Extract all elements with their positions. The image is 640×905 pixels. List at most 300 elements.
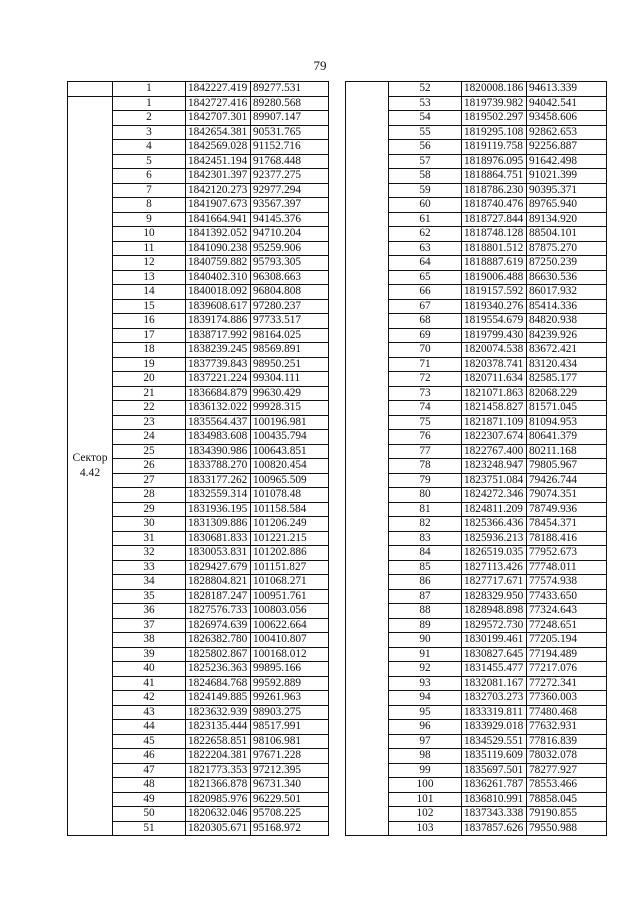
x-coordinate-cell: 1842227.419 [186, 82, 251, 97]
x-coordinate-cell: 1840402.310 [186, 270, 251, 285]
y-coordinate-cell: 96308.663 [251, 270, 329, 285]
y-coordinate-cell: 100410.807 [251, 633, 329, 648]
x-coordinate-cell: 1833929.018 [462, 720, 527, 735]
y-coordinate-cell: 80211.168 [527, 444, 607, 459]
y-coordinate-cell: 77433.650 [527, 589, 607, 604]
x-coordinate-cell: 1820632.046 [186, 807, 251, 822]
x-coordinate-cell: 1834983.608 [186, 430, 251, 445]
x-coordinate-cell: 1842727.416 [186, 96, 251, 111]
x-coordinate-cell: 1840018.092 [186, 285, 251, 300]
x-coordinate-cell: 1833177.262 [186, 473, 251, 488]
x-coordinate-cell: 1835564.437 [186, 415, 251, 430]
y-coordinate-cell: 90395.371 [527, 183, 607, 198]
y-coordinate-cell: 77194.489 [527, 647, 607, 662]
y-coordinate-cell: 100820.454 [251, 459, 329, 474]
x-coordinate-cell: 1820985.976 [186, 792, 251, 807]
x-coordinate-cell: 1830827.645 [462, 647, 527, 662]
y-coordinate-cell: 97671.228 [251, 749, 329, 764]
x-coordinate-cell: 1832559.314 [186, 488, 251, 503]
x-coordinate-cell: 1830681.833 [186, 531, 251, 546]
x-coordinate-cell: 1821773.353 [186, 763, 251, 778]
point-number-cell: 25 [113, 444, 186, 459]
y-coordinate-cell: 93567.397 [251, 198, 329, 213]
x-coordinate-cell: 1836684.879 [186, 386, 251, 401]
y-coordinate-cell: 88504.101 [527, 227, 607, 242]
x-coordinate-cell: 1819340.276 [462, 299, 527, 314]
right-coordinates-table [345, 81, 607, 836]
y-coordinate-cell: 98517.991 [251, 720, 329, 735]
point-number-cell: 23 [113, 415, 186, 430]
y-coordinate-cell: 77217.076 [527, 662, 607, 677]
x-coordinate-cell: 1825802.867 [186, 647, 251, 662]
x-coordinate-cell: 1824149.885 [186, 691, 251, 706]
y-coordinate-cell: 79550.988 [527, 821, 607, 836]
x-coordinate-cell: 1822307.674 [462, 430, 527, 445]
point-number-cell: 3 [113, 125, 186, 140]
point-number-cell: 50 [113, 807, 186, 822]
point-number-cell: 31 [113, 531, 186, 546]
x-coordinate-cell: 1836810.991 [462, 792, 527, 807]
point-number-cell: 63 [389, 241, 462, 256]
point-number-cell: 66 [389, 285, 462, 300]
x-coordinate-cell: 1826974.639 [186, 618, 251, 633]
x-coordinate-cell: 1819006.488 [462, 270, 527, 285]
x-coordinate-cell: 1829572.730 [462, 618, 527, 633]
point-number-cell: 62 [389, 227, 462, 242]
y-coordinate-cell: 98569.891 [251, 343, 329, 358]
point-number-cell: 11 [113, 241, 186, 256]
point-number-cell: 5 [113, 154, 186, 169]
x-coordinate-cell: 1818740.476 [462, 198, 527, 213]
point-number-cell: 18 [113, 343, 186, 358]
right-table-body [346, 82, 607, 836]
x-coordinate-cell: 1819295.108 [462, 125, 527, 140]
x-coordinate-cell: 1841907.673 [186, 198, 251, 213]
sector-id: 4.42 [79, 465, 101, 479]
y-coordinate-cell: 99928.315 [251, 401, 329, 416]
y-coordinate-cell: 101151.827 [251, 560, 329, 575]
y-coordinate-cell: 100951.761 [251, 589, 329, 604]
point-number-cell: 64 [389, 256, 462, 271]
x-coordinate-cell: 1820008.186 [462, 82, 527, 97]
point-number-cell: 22 [113, 401, 186, 416]
x-coordinate-cell: 1818786.230 [462, 183, 527, 198]
y-coordinate-cell: 86630.536 [527, 270, 607, 285]
point-number-cell: 54 [389, 111, 462, 126]
y-coordinate-cell: 77816.839 [527, 734, 607, 749]
y-coordinate-cell: 77324.643 [527, 604, 607, 619]
point-number-cell: 76 [389, 430, 462, 445]
table-row [68, 96, 329, 111]
y-coordinate-cell: 97212.395 [251, 763, 329, 778]
point-number-cell: 17 [113, 328, 186, 343]
x-coordinate-cell: 1827113.426 [462, 560, 527, 575]
x-coordinate-cell: 1837739.843 [186, 357, 251, 372]
point-number-cell: 7 [113, 183, 186, 198]
y-coordinate-cell: 99261.963 [251, 691, 329, 706]
y-coordinate-cell: 100435.794 [251, 430, 329, 445]
point-number-cell: 15 [113, 299, 186, 314]
y-coordinate-cell: 95168.972 [251, 821, 329, 836]
x-coordinate-cell: 1828804.821 [186, 575, 251, 590]
point-number-cell: 82 [389, 517, 462, 532]
y-coordinate-cell: 94710.204 [251, 227, 329, 242]
point-number-cell: 49 [113, 792, 186, 807]
x-coordinate-cell: 1840759.882 [186, 256, 251, 271]
point-number-cell: 34 [113, 575, 186, 590]
point-number-cell: 75 [389, 415, 462, 430]
point-number-cell: 10 [113, 227, 186, 242]
y-coordinate-cell: 95708.225 [251, 807, 329, 822]
point-number-cell: 21 [113, 386, 186, 401]
point-number-cell: 81 [389, 502, 462, 517]
x-coordinate-cell: 1828187.247 [186, 589, 251, 604]
point-number-cell: 44 [113, 720, 186, 735]
x-coordinate-cell: 1828948.898 [462, 604, 527, 619]
point-number-cell: 19 [113, 357, 186, 372]
x-coordinate-cell: 1824272.346 [462, 488, 527, 503]
y-coordinate-cell: 98164.025 [251, 328, 329, 343]
y-coordinate-cell: 85414.336 [527, 299, 607, 314]
point-number-cell: 36 [113, 604, 186, 619]
x-coordinate-cell: 1842120.273 [186, 183, 251, 198]
x-coordinate-cell: 1838239.245 [186, 343, 251, 358]
y-coordinate-cell: 92256.887 [527, 140, 607, 155]
point-number-cell: 42 [113, 691, 186, 706]
x-coordinate-cell: 1824811.209 [462, 502, 527, 517]
x-coordinate-cell: 1818748.128 [462, 227, 527, 242]
point-number-cell: 55 [389, 125, 462, 140]
point-number-cell: 71 [389, 357, 462, 372]
point-number-cell: 1 [113, 82, 186, 97]
y-coordinate-cell: 100965.509 [251, 473, 329, 488]
y-coordinate-cell: 89907.147 [251, 111, 329, 126]
y-coordinate-cell: 78858.045 [527, 792, 607, 807]
y-coordinate-cell: 77360.003 [527, 691, 607, 706]
x-coordinate-cell: 1827576.733 [186, 604, 251, 619]
point-number-cell: 39 [113, 647, 186, 662]
point-number-cell: 30 [113, 517, 186, 532]
point-number-cell: 32 [113, 546, 186, 561]
x-coordinate-cell: 1837221.224 [186, 372, 251, 387]
y-coordinate-cell: 78188.416 [527, 531, 607, 546]
point-number-cell: 16 [113, 314, 186, 329]
point-number-cell: 13 [113, 270, 186, 285]
y-coordinate-cell: 77632.931 [527, 720, 607, 735]
point-number-cell: 47 [113, 763, 186, 778]
point-number-cell: 83 [389, 531, 462, 546]
x-coordinate-cell: 1826382.780 [186, 633, 251, 648]
point-number-cell: 69 [389, 328, 462, 343]
x-coordinate-cell: 1842707.301 [186, 111, 251, 126]
y-coordinate-cell: 84820.938 [527, 314, 607, 329]
x-coordinate-cell: 1839608.617 [186, 299, 251, 314]
y-coordinate-cell: 90531.765 [251, 125, 329, 140]
y-coordinate-cell: 78277.927 [527, 763, 607, 778]
point-number-cell: 58 [389, 169, 462, 184]
y-coordinate-cell: 82068.229 [527, 386, 607, 401]
left-table-body [68, 82, 329, 836]
x-coordinate-cell: 1839174.886 [186, 314, 251, 329]
x-coordinate-cell: 1819119.758 [462, 140, 527, 155]
y-coordinate-cell: 98950.251 [251, 357, 329, 372]
y-coordinate-cell: 99630.429 [251, 386, 329, 401]
y-coordinate-cell: 77952.673 [527, 546, 607, 561]
y-coordinate-cell: 98903.275 [251, 705, 329, 720]
point-number-cell: 48 [113, 778, 186, 793]
x-coordinate-cell: 1831309.886 [186, 517, 251, 532]
point-number-cell: 43 [113, 705, 186, 720]
y-coordinate-cell: 101221.215 [251, 531, 329, 546]
point-number-cell: 41 [113, 676, 186, 691]
x-coordinate-cell: 1830053.831 [186, 546, 251, 561]
point-number-cell: 103 [389, 821, 462, 836]
y-coordinate-cell: 101202.886 [251, 546, 329, 561]
x-coordinate-cell: 1837343.338 [462, 807, 527, 822]
point-number-cell: 24 [113, 430, 186, 445]
point-number-cell: 9 [113, 212, 186, 227]
point-number-cell: 100 [389, 778, 462, 793]
y-coordinate-cell: 94613.339 [527, 82, 607, 97]
y-coordinate-cell: 77205.194 [527, 633, 607, 648]
x-coordinate-cell: 1820074.538 [462, 343, 527, 358]
x-coordinate-cell: 1819502.297 [462, 111, 527, 126]
empty-cell [346, 82, 389, 836]
y-coordinate-cell: 94145.376 [251, 212, 329, 227]
x-coordinate-cell: 1819554.679 [462, 314, 527, 329]
point-number-cell: 57 [389, 154, 462, 169]
x-coordinate-cell: 1819157.592 [462, 285, 527, 300]
x-coordinate-cell: 1836261.787 [462, 778, 527, 793]
point-number-cell: 68 [389, 314, 462, 329]
y-coordinate-cell: 89134.920 [527, 212, 607, 227]
x-coordinate-cell: 1834390.986 [186, 444, 251, 459]
point-number-cell: 85 [389, 560, 462, 575]
y-coordinate-cell: 91021.399 [527, 169, 607, 184]
x-coordinate-cell: 1833319.811 [462, 705, 527, 720]
y-coordinate-cell: 93458.606 [527, 111, 607, 126]
x-coordinate-cell: 1829427.679 [186, 560, 251, 575]
page-number: 79 [313, 58, 327, 73]
x-coordinate-cell: 1820305.671 [186, 821, 251, 836]
point-number-cell: 90 [389, 633, 462, 648]
x-coordinate-cell: 1823248.947 [462, 459, 527, 474]
point-number-cell: 98 [389, 749, 462, 764]
point-number-cell: 4 [113, 140, 186, 155]
y-coordinate-cell: 96804.808 [251, 285, 329, 300]
y-coordinate-cell: 78553.466 [527, 778, 607, 793]
y-coordinate-cell: 79074.351 [527, 488, 607, 503]
y-coordinate-cell: 100168.012 [251, 647, 329, 662]
y-coordinate-cell: 81094.953 [527, 415, 607, 430]
x-coordinate-cell: 1831936.195 [186, 502, 251, 517]
point-number-cell: 60 [389, 198, 462, 213]
y-coordinate-cell: 92862.653 [527, 125, 607, 140]
x-coordinate-cell: 1842451.194 [186, 154, 251, 169]
point-number-cell: 28 [113, 488, 186, 503]
x-coordinate-cell: 1841392.052 [186, 227, 251, 242]
y-coordinate-cell: 100622.664 [251, 618, 329, 633]
point-number-cell: 40 [113, 662, 186, 677]
point-number-cell: 20 [113, 372, 186, 387]
y-coordinate-cell: 83120.434 [527, 357, 607, 372]
x-coordinate-cell: 1820378.741 [462, 357, 527, 372]
empty-cell [68, 82, 113, 97]
point-number-cell: 56 [389, 140, 462, 155]
x-coordinate-cell: 1842654.381 [186, 125, 251, 140]
y-coordinate-cell: 87250.239 [527, 256, 607, 271]
y-coordinate-cell: 78032.078 [527, 749, 607, 764]
y-coordinate-cell: 78749.936 [527, 502, 607, 517]
point-number-cell: 88 [389, 604, 462, 619]
point-number-cell: 35 [113, 589, 186, 604]
x-coordinate-cell: 1827717.671 [462, 575, 527, 590]
x-coordinate-cell: 1825236.363 [186, 662, 251, 677]
y-coordinate-cell: 77248.651 [527, 618, 607, 633]
x-coordinate-cell: 1826519.035 [462, 546, 527, 561]
x-coordinate-cell: 1841664.941 [186, 212, 251, 227]
y-coordinate-cell: 89277.531 [251, 82, 329, 97]
point-number-cell: 79 [389, 473, 462, 488]
table-row [346, 82, 607, 97]
y-coordinate-cell: 89765.940 [527, 198, 607, 213]
y-coordinate-cell: 82585.177 [527, 372, 607, 387]
y-coordinate-cell: 81571.045 [527, 401, 607, 416]
y-coordinate-cell: 78454.371 [527, 517, 607, 532]
point-number-cell: 95 [389, 705, 462, 720]
point-number-cell: 87 [389, 589, 462, 604]
y-coordinate-cell: 101206.249 [251, 517, 329, 532]
point-number-cell: 74 [389, 401, 462, 416]
y-coordinate-cell: 91152.716 [251, 140, 329, 155]
x-coordinate-cell: 1819799.430 [462, 328, 527, 343]
y-coordinate-cell: 94042.541 [527, 96, 607, 111]
point-number-cell: 37 [113, 618, 186, 633]
y-coordinate-cell: 91768.448 [251, 154, 329, 169]
point-number-cell: 51 [113, 821, 186, 836]
point-number-cell: 26 [113, 459, 186, 474]
point-number-cell: 67 [389, 299, 462, 314]
x-coordinate-cell: 1832703.273 [462, 691, 527, 706]
y-coordinate-cell: 99592.889 [251, 676, 329, 691]
point-number-cell: 99 [389, 763, 462, 778]
y-coordinate-cell: 96229.501 [251, 792, 329, 807]
point-number-cell: 97 [389, 734, 462, 749]
x-coordinate-cell: 1825936.213 [462, 531, 527, 546]
x-coordinate-cell: 1842569.028 [186, 140, 251, 155]
y-coordinate-cell: 91642.498 [527, 154, 607, 169]
point-number-cell: 1 [113, 96, 186, 111]
point-number-cell: 12 [113, 256, 186, 271]
y-coordinate-cell: 87875.270 [527, 241, 607, 256]
x-coordinate-cell: 1841090.238 [186, 241, 251, 256]
point-number-cell: 52 [389, 82, 462, 97]
y-coordinate-cell: 77272.341 [527, 676, 607, 691]
y-coordinate-cell: 77748.011 [527, 560, 607, 575]
x-coordinate-cell: 1823135.444 [186, 720, 251, 735]
x-coordinate-cell: 1835119.609 [462, 749, 527, 764]
y-coordinate-cell: 100196.981 [251, 415, 329, 430]
x-coordinate-cell: 1818801.512 [462, 241, 527, 256]
y-coordinate-cell: 77480.468 [527, 705, 607, 720]
point-number-cell: 46 [113, 749, 186, 764]
point-number-cell: 38 [113, 633, 186, 648]
table-row [68, 82, 329, 97]
x-coordinate-cell: 1818864.751 [462, 169, 527, 184]
x-coordinate-cell: 1822767.400 [462, 444, 527, 459]
y-coordinate-cell: 92977.294 [251, 183, 329, 198]
y-coordinate-cell: 83672.421 [527, 343, 607, 358]
y-coordinate-cell: 92377.275 [251, 169, 329, 184]
x-coordinate-cell: 1818976.095 [462, 154, 527, 169]
x-coordinate-cell: 1838717.992 [186, 328, 251, 343]
sector-label-cell [68, 96, 113, 836]
y-coordinate-cell: 100803.056 [251, 604, 329, 619]
point-number-cell: 70 [389, 343, 462, 358]
x-coordinate-cell: 1820711.634 [462, 372, 527, 387]
point-number-cell: 45 [113, 734, 186, 749]
point-number-cell: 77 [389, 444, 462, 459]
point-number-cell: 2 [113, 111, 186, 126]
point-number-cell: 80 [389, 488, 462, 503]
point-number-cell: 72 [389, 372, 462, 387]
y-coordinate-cell: 100643.851 [251, 444, 329, 459]
point-number-cell: 65 [389, 270, 462, 285]
y-coordinate-cell: 79190.855 [527, 807, 607, 822]
y-coordinate-cell: 84239.926 [527, 328, 607, 343]
x-coordinate-cell: 1823751.084 [462, 473, 527, 488]
point-number-cell: 86 [389, 575, 462, 590]
x-coordinate-cell: 1836132.022 [186, 401, 251, 416]
x-coordinate-cell: 1828329.950 [462, 589, 527, 604]
y-coordinate-cell: 80641.379 [527, 430, 607, 445]
x-coordinate-cell: 1837857.626 [462, 821, 527, 836]
x-coordinate-cell: 1842301.397 [186, 169, 251, 184]
point-number-cell: 102 [389, 807, 462, 822]
y-coordinate-cell: 99895.166 [251, 662, 329, 677]
x-coordinate-cell: 1821458.827 [462, 401, 527, 416]
point-number-cell: 61 [389, 212, 462, 227]
point-number-cell: 59 [389, 183, 462, 198]
y-coordinate-cell: 95793.305 [251, 256, 329, 271]
x-coordinate-cell: 1822204.381 [186, 749, 251, 764]
x-coordinate-cell: 1823632.939 [186, 705, 251, 720]
x-coordinate-cell: 1824684.768 [186, 676, 251, 691]
sector-label: Сектор [72, 451, 108, 465]
x-coordinate-cell: 1818887.619 [462, 256, 527, 271]
point-number-cell: 6 [113, 169, 186, 184]
y-coordinate-cell: 101078.48 [251, 488, 329, 503]
x-coordinate-cell: 1834529.551 [462, 734, 527, 749]
x-coordinate-cell: 1821071.863 [462, 386, 527, 401]
x-coordinate-cell: 1825366.436 [462, 517, 527, 532]
y-coordinate-cell: 97280.237 [251, 299, 329, 314]
y-coordinate-cell: 86017.932 [527, 285, 607, 300]
point-number-cell: 53 [389, 96, 462, 111]
x-coordinate-cell: 1822658.851 [186, 734, 251, 749]
point-number-cell: 91 [389, 647, 462, 662]
point-number-cell: 101 [389, 792, 462, 807]
x-coordinate-cell: 1821366.878 [186, 778, 251, 793]
x-coordinate-cell: 1818727.844 [462, 212, 527, 227]
y-coordinate-cell: 96731.340 [251, 778, 329, 793]
x-coordinate-cell: 1830199.461 [462, 633, 527, 648]
point-number-cell: 92 [389, 662, 462, 677]
y-coordinate-cell: 98106.981 [251, 734, 329, 749]
point-number-cell: 78 [389, 459, 462, 474]
y-coordinate-cell: 97733.517 [251, 314, 329, 329]
point-number-cell: 93 [389, 676, 462, 691]
